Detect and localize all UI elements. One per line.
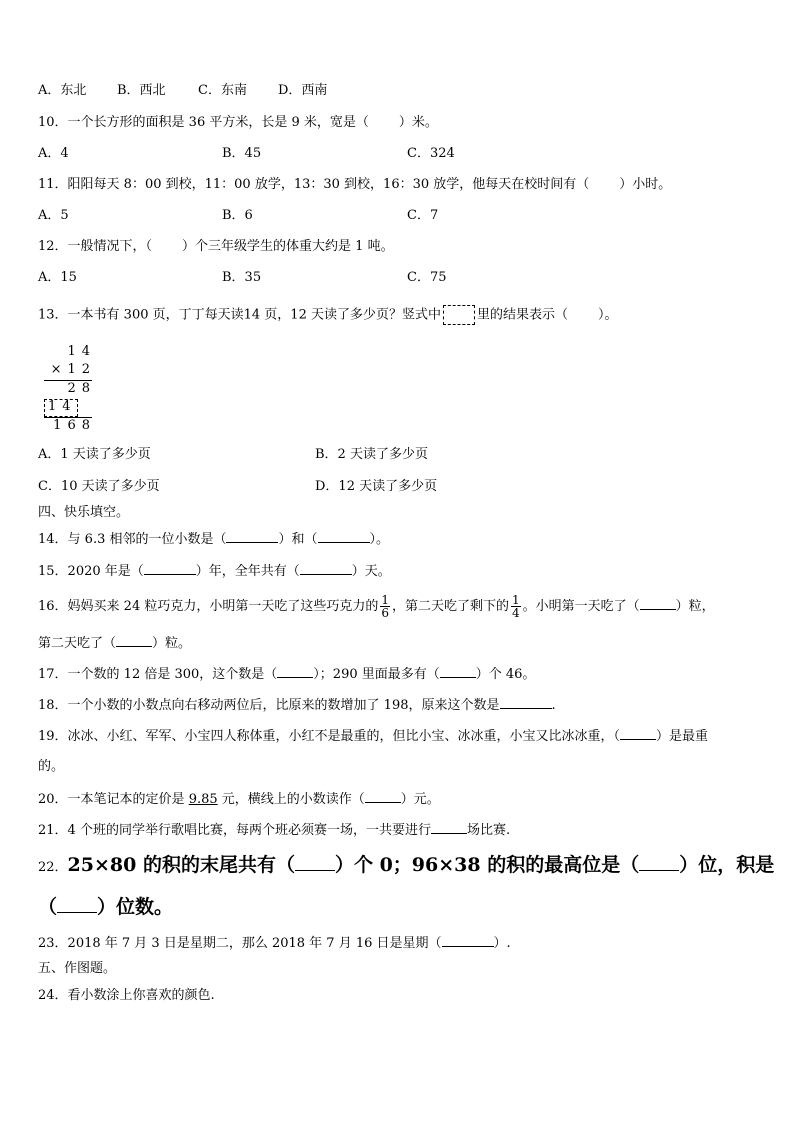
q23-blank[interactable] — [442, 934, 494, 947]
q11-text-b: ）小时。 — [619, 177, 672, 192]
q22-blank-3[interactable] — [57, 896, 97, 913]
q17-blank-1[interactable] — [277, 665, 313, 678]
q20-underlined-decimal: 9.85 — [188, 792, 218, 807]
q16-text-b: ，第二天吃了剩下的 — [392, 599, 510, 614]
q9-option-a: A．东北 — [38, 83, 87, 98]
section-5-heading: 五、作图题。 — [38, 961, 117, 976]
q16-f1-denominator: 6 — [381, 606, 389, 620]
question-19 — [38, 727, 708, 746]
q18-blank[interactable] — [500, 696, 552, 709]
question-13 — [38, 305, 618, 325]
q20-text-a: 20．一本笔记本的定价是 — [38, 792, 189, 807]
q13-text-c: ）。 — [597, 307, 618, 323]
q9-option-d: D．西南 — [278, 83, 328, 98]
q13-option-b: B．2 天读了多少页 — [315, 447, 428, 462]
q16-text-c: 。小明第一天吃了（ — [522, 599, 640, 614]
q23-text-b: ）. — [493, 936, 511, 951]
q14-text-a: 14．与 6.3 相邻的一位小数是（ — [38, 532, 227, 547]
question-18 — [38, 696, 556, 715]
q16-text-e: 第二天吃了（ — [38, 636, 117, 651]
q19-text-b: ）是最重 — [656, 729, 709, 744]
q22-text-c: ）位，积是 — [679, 854, 775, 876]
q22-text-b: ）个 0；96×38 的积的最高位是（ — [334, 854, 640, 876]
q9-option-c: C．东南 — [198, 83, 247, 98]
q11-text-a: 11．阳阳每天 8：00 到校，11：00 放学，13：30 到校，16：30 放学，他每天在校时间有（ — [38, 177, 590, 192]
q16-blank-1[interactable] — [640, 597, 676, 610]
q13-option-d: D．12 天读了多少页 — [315, 479, 438, 494]
q20-blank[interactable] — [365, 790, 401, 803]
q17-text-a: 17．一个数的 12 倍是 300，这个数是（ — [38, 667, 278, 682]
q19-blank[interactable] — [620, 727, 656, 740]
question-16 — [38, 594, 715, 620]
q16-f1-numerator: 1 — [381, 593, 389, 607]
question-22-line-2 — [38, 894, 173, 924]
vm-row-1: 14 — [67, 344, 96, 359]
q17-blank-2[interactable] — [440, 665, 476, 678]
q14-text-b: ）和（ — [278, 532, 318, 547]
q18-text-a: 18．一个小数的小数点向右移动两位后，比原来的数增加了 198，原来这个数是 — [38, 698, 500, 713]
q21-blank[interactable] — [431, 821, 467, 834]
q22-line-2 — [38, 896, 173, 918]
q21-text-a: 21．4 个班的同学举行歌唱比赛，每两个班必须赛一场，一共要进行 — [38, 823, 431, 838]
q16-f2-numerator: 1 — [512, 593, 520, 607]
q13-text-b: 里的结果表示（ — [476, 307, 568, 323]
q16-text-d: ）粒， — [675, 599, 715, 614]
question-22 — [38, 852, 774, 882]
q12-text-b: ）个三年级学生的体重大约是 1 吨。 — [182, 239, 394, 254]
q16-text-f: ）粒。 — [152, 636, 192, 651]
q15-blank-2[interactable] — [300, 562, 352, 575]
q12-option-c: C．75 — [407, 270, 447, 285]
q13-option-c: C．10 天读了多少页 — [38, 479, 160, 494]
q22-text-e: ）位数。 — [97, 896, 174, 918]
question-14 — [38, 530, 389, 549]
q10-option-a: A．4 — [38, 146, 69, 161]
q11-option-c: C．7 — [407, 208, 439, 223]
q10-option-c: C．324 — [407, 146, 455, 161]
question-15 — [38, 562, 391, 581]
question-24: 24．看小数涂上你喜欢的颜色. — [38, 988, 215, 1003]
q16-fraction-1 — [380, 594, 390, 619]
q23-text-a: 23．2018 年 7 月 3 日是星期二，那么 2018 年 7 月 16 日是星期（ — [38, 936, 442, 951]
question-11 — [38, 176, 671, 194]
q15-blank-1[interactable] — [144, 562, 196, 575]
q15-text-c: ）天。 — [351, 564, 391, 579]
q21-text-b: 场比赛. — [466, 823, 511, 838]
question-20 — [38, 790, 440, 809]
q16-blank-2[interactable] — [116, 634, 152, 647]
q10-text-b: ）米。 — [398, 115, 438, 130]
vm-row-2: ×12 — [50, 362, 96, 377]
q16-fraction-2 — [511, 594, 521, 619]
question-12 — [38, 238, 394, 256]
q20-text-b: 元，横线上的小数读作（ — [217, 792, 365, 807]
q12-option-a: A．15 — [38, 270, 77, 285]
q22-text-d: （ — [38, 896, 58, 918]
q22-text-a: 25×80 的积的末尾共有（ — [67, 854, 295, 876]
question-21 — [38, 821, 510, 840]
q12-text-a: 12．一般情况下，（ — [38, 239, 153, 254]
vm-row-4: 14 — [48, 399, 77, 414]
q17-text-b: ）；290 里面最多有（ — [313, 667, 440, 682]
q20-text-c: ）元。 — [400, 792, 440, 807]
q14-blank-1[interactable] — [226, 530, 278, 543]
question-19-line-2: 的。 — [38, 759, 65, 774]
q17-text-c: ）个 46。 — [475, 667, 536, 682]
q14-blank-2[interactable] — [318, 530, 370, 543]
vertical-multiplication — [40, 344, 100, 436]
q9-option-b: B．西北 — [117, 83, 166, 98]
q19-text-a: 19．冰冰、小红、军军、小宝四人称体重，小红不是最重的，但比小宝、冰冰重，小宝又比冰冰重，（ — [38, 729, 621, 744]
q14-text-c: ）。 — [369, 532, 390, 547]
q22-number: 22． — [38, 860, 68, 875]
question-17 — [38, 665, 535, 684]
q13-dashed-box — [443, 305, 475, 325]
q22-blank-1[interactable] — [295, 854, 335, 871]
q16-text-a: 16．妈妈买来 24 粒巧克力，小明第一天吃了这些巧克力的 — [38, 599, 379, 614]
q16-f2-denominator: 4 — [512, 606, 520, 620]
question-10 — [38, 114, 438, 132]
vm-row-5: 168 — [53, 418, 96, 433]
section-4-heading: 四、快乐填空。 — [38, 505, 130, 520]
q15-text-a: 15．2020 年是（ — [38, 564, 144, 579]
q10-text-a: 10．一个长方形的面积是 36 平方米，长是 9 米，宽是（ — [38, 115, 369, 130]
q10-option-b: B．45 — [222, 146, 262, 161]
question-16-line-2 — [38, 634, 191, 653]
q22-blank-2[interactable] — [639, 854, 679, 871]
vm-row-3: 28 — [67, 381, 96, 396]
q22-line-1 — [68, 854, 775, 876]
q11-option-b: B．6 — [222, 208, 253, 223]
q13-text-a: 13．一本书有 300 页，丁丁每天读14 页，12 天读了多少页？竖式中 — [38, 307, 441, 323]
question-23 — [38, 934, 511, 953]
q11-option-a: A．5 — [38, 208, 69, 223]
q18-text-b: . — [551, 698, 556, 713]
q12-option-b: B．35 — [222, 270, 262, 285]
q13-option-a: A．1 天读了多少页 — [38, 447, 151, 462]
q15-text-b: ）年，全年共有（ — [195, 564, 300, 579]
